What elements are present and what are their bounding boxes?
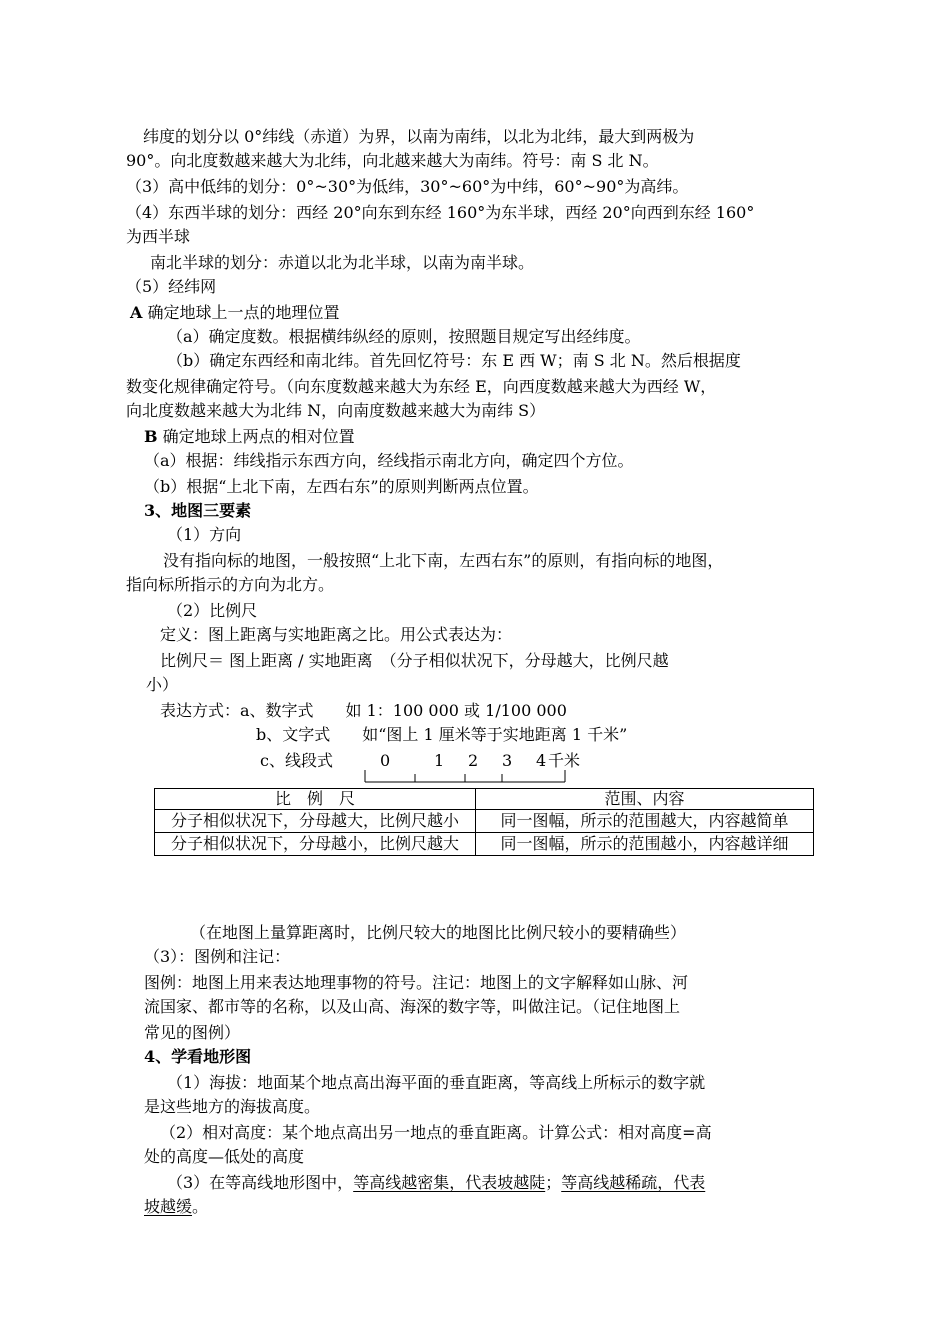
text-line: （在地图上量算距离时，比例尺较大的地图比比例尺较小的要精确些）	[190, 923, 687, 942]
text-line: （5）经纬网	[126, 277, 217, 296]
text-line: 表达方式：a、数字式 如 1：100 000 或 1/100 000	[160, 701, 567, 720]
text-line: 小）	[146, 675, 179, 694]
text-line: 数变化规律确定符号。（向东度数越来越大为东经 E，向西度数越来越大为西经 W，	[126, 377, 717, 396]
text-line: （3）高中低纬的划分：0°~30°为低纬，30°~60°为中纬，60°~90°为高纬。	[126, 177, 689, 196]
scale-label: 3	[502, 751, 513, 770]
text-line: 是这些地方的海拔高度。	[144, 1097, 321, 1116]
table-header: 比 例 尺	[155, 789, 476, 810]
scale-label: 1	[434, 751, 445, 770]
text-line: 常见的图例）	[144, 1023, 241, 1042]
text-line: 90°。向北度数越来越大为北纬，向北越来越大为南纬。符号：南 S 北 N。	[126, 151, 659, 170]
text-line: （1）海拔：地面某个地点高出海平面的垂直距离，等高线上所标示的数字就	[167, 1073, 706, 1092]
table-cell: 分子相似状况下，分母越大，比例尺越小	[155, 810, 476, 833]
text-line: （b）根据“上北下南，左西右东”的原则判断两点位置。	[144, 477, 539, 496]
scale-bar-graphic	[360, 764, 570, 786]
underlined-text: 等高线越稀疏，代表	[561, 1173, 706, 1192]
table-cell: 分子相似状况下，分母越小，比例尺越大	[155, 833, 476, 856]
heading-b	[144, 426, 355, 448]
table-row	[155, 810, 814, 833]
text-line: （3）：图例和注记：	[144, 947, 291, 966]
text-line: 处的高度—低处的高度	[144, 1147, 305, 1166]
text-line	[144, 1196, 208, 1218]
text-line: 定义：图上距离与实地距离之比。用公式表达为：	[160, 625, 513, 644]
text-line: （b）确定东西经和南北纬。首先回忆符号：东 E 西 W；南 S 北 N。然后根据度	[167, 351, 741, 370]
text-line: （a）根据：纬线指示东西方向，经线指示南北方向，确定四个方位。	[144, 451, 634, 470]
text-line: 指向标所指示的方向为北方。	[126, 575, 335, 594]
scale-comparison-table	[154, 788, 814, 856]
section-heading: 4、学看地形图	[144, 1047, 252, 1066]
scale-label: 4	[536, 751, 547, 770]
text-line: 图例：地图上用来表达地理事物的符号。注记：地图上的文字解释如山脉、河	[144, 973, 689, 992]
table-cell: 同一图幅，所示的范围越大，内容越简单	[476, 810, 814, 833]
text-line: 没有指向标的地图，一般按照“上北下南，左西右东”的原则，有指向标的地图，	[163, 551, 724, 570]
text-line	[167, 1172, 705, 1194]
scale-label: 2	[468, 751, 479, 770]
table-header-row	[155, 789, 814, 810]
text-line: （2）相对高度：某个地点高出另一地点的垂直距离。计算公式：相对高度=高	[160, 1123, 712, 1142]
table-cell: 同一图幅，所示的范围越小，内容越详细	[476, 833, 814, 856]
text-line: 为西半球	[126, 227, 191, 246]
text-line: （2）比例尺	[167, 601, 258, 620]
text-span: （3）在等高线地形图中，	[167, 1173, 354, 1192]
text-line: 南北半球的划分：赤道以北为北半球，以南为南半球。	[150, 253, 535, 272]
heading-a	[130, 302, 340, 324]
text-line: 纬度的划分以 0°纬线（赤道）为界，以南为南纬，以北为北纬，最大到两极为	[143, 127, 695, 146]
text-line: （a）确定度数。根据横纬纵经的原则，按照题目规定写出经纬度。	[167, 327, 641, 346]
underlined-text: 坡越缓	[144, 1197, 193, 1216]
section-heading: 3、地图三要素	[144, 501, 252, 520]
text-line: 向北度数越来越大为北纬 N，向南度数越来越大为南纬 S）	[126, 401, 546, 420]
text-line: c、线段式	[260, 751, 333, 770]
heading-letter: A	[130, 303, 143, 322]
table-header: 范围、内容	[476, 789, 814, 810]
heading-text: 确定地球上两点的相对位置	[157, 427, 355, 446]
scale-unit: 千米	[548, 751, 581, 770]
scale-label: 0	[380, 751, 391, 770]
table-row	[155, 833, 814, 856]
text-line: b、文字式 如“图上 1 厘米等于实地距离 1 千米”	[256, 725, 628, 744]
text-line: 流国家、都市等的名称，以及山高、海深的数字等，叫做注记。（记住地图上	[144, 997, 681, 1016]
text-span: ；	[545, 1173, 562, 1192]
text-line: 比例尺＝ 图上距离 / 实地距离 （分子相似状况下，分母越大，比例尺越	[160, 651, 669, 670]
underlined-text: 等高线越密集，代表坡越陡	[353, 1173, 546, 1192]
text-line: （4）东西半球的划分：西经 20°向东到东经 160°为东半球，西经 20°向西到东经 160°	[126, 203, 755, 222]
heading-letter: B	[144, 427, 158, 446]
text-span: 。	[192, 1197, 209, 1216]
heading-text: 确定地球上一点的地理位置	[142, 303, 340, 322]
text-line: （1）方向	[167, 525, 242, 544]
